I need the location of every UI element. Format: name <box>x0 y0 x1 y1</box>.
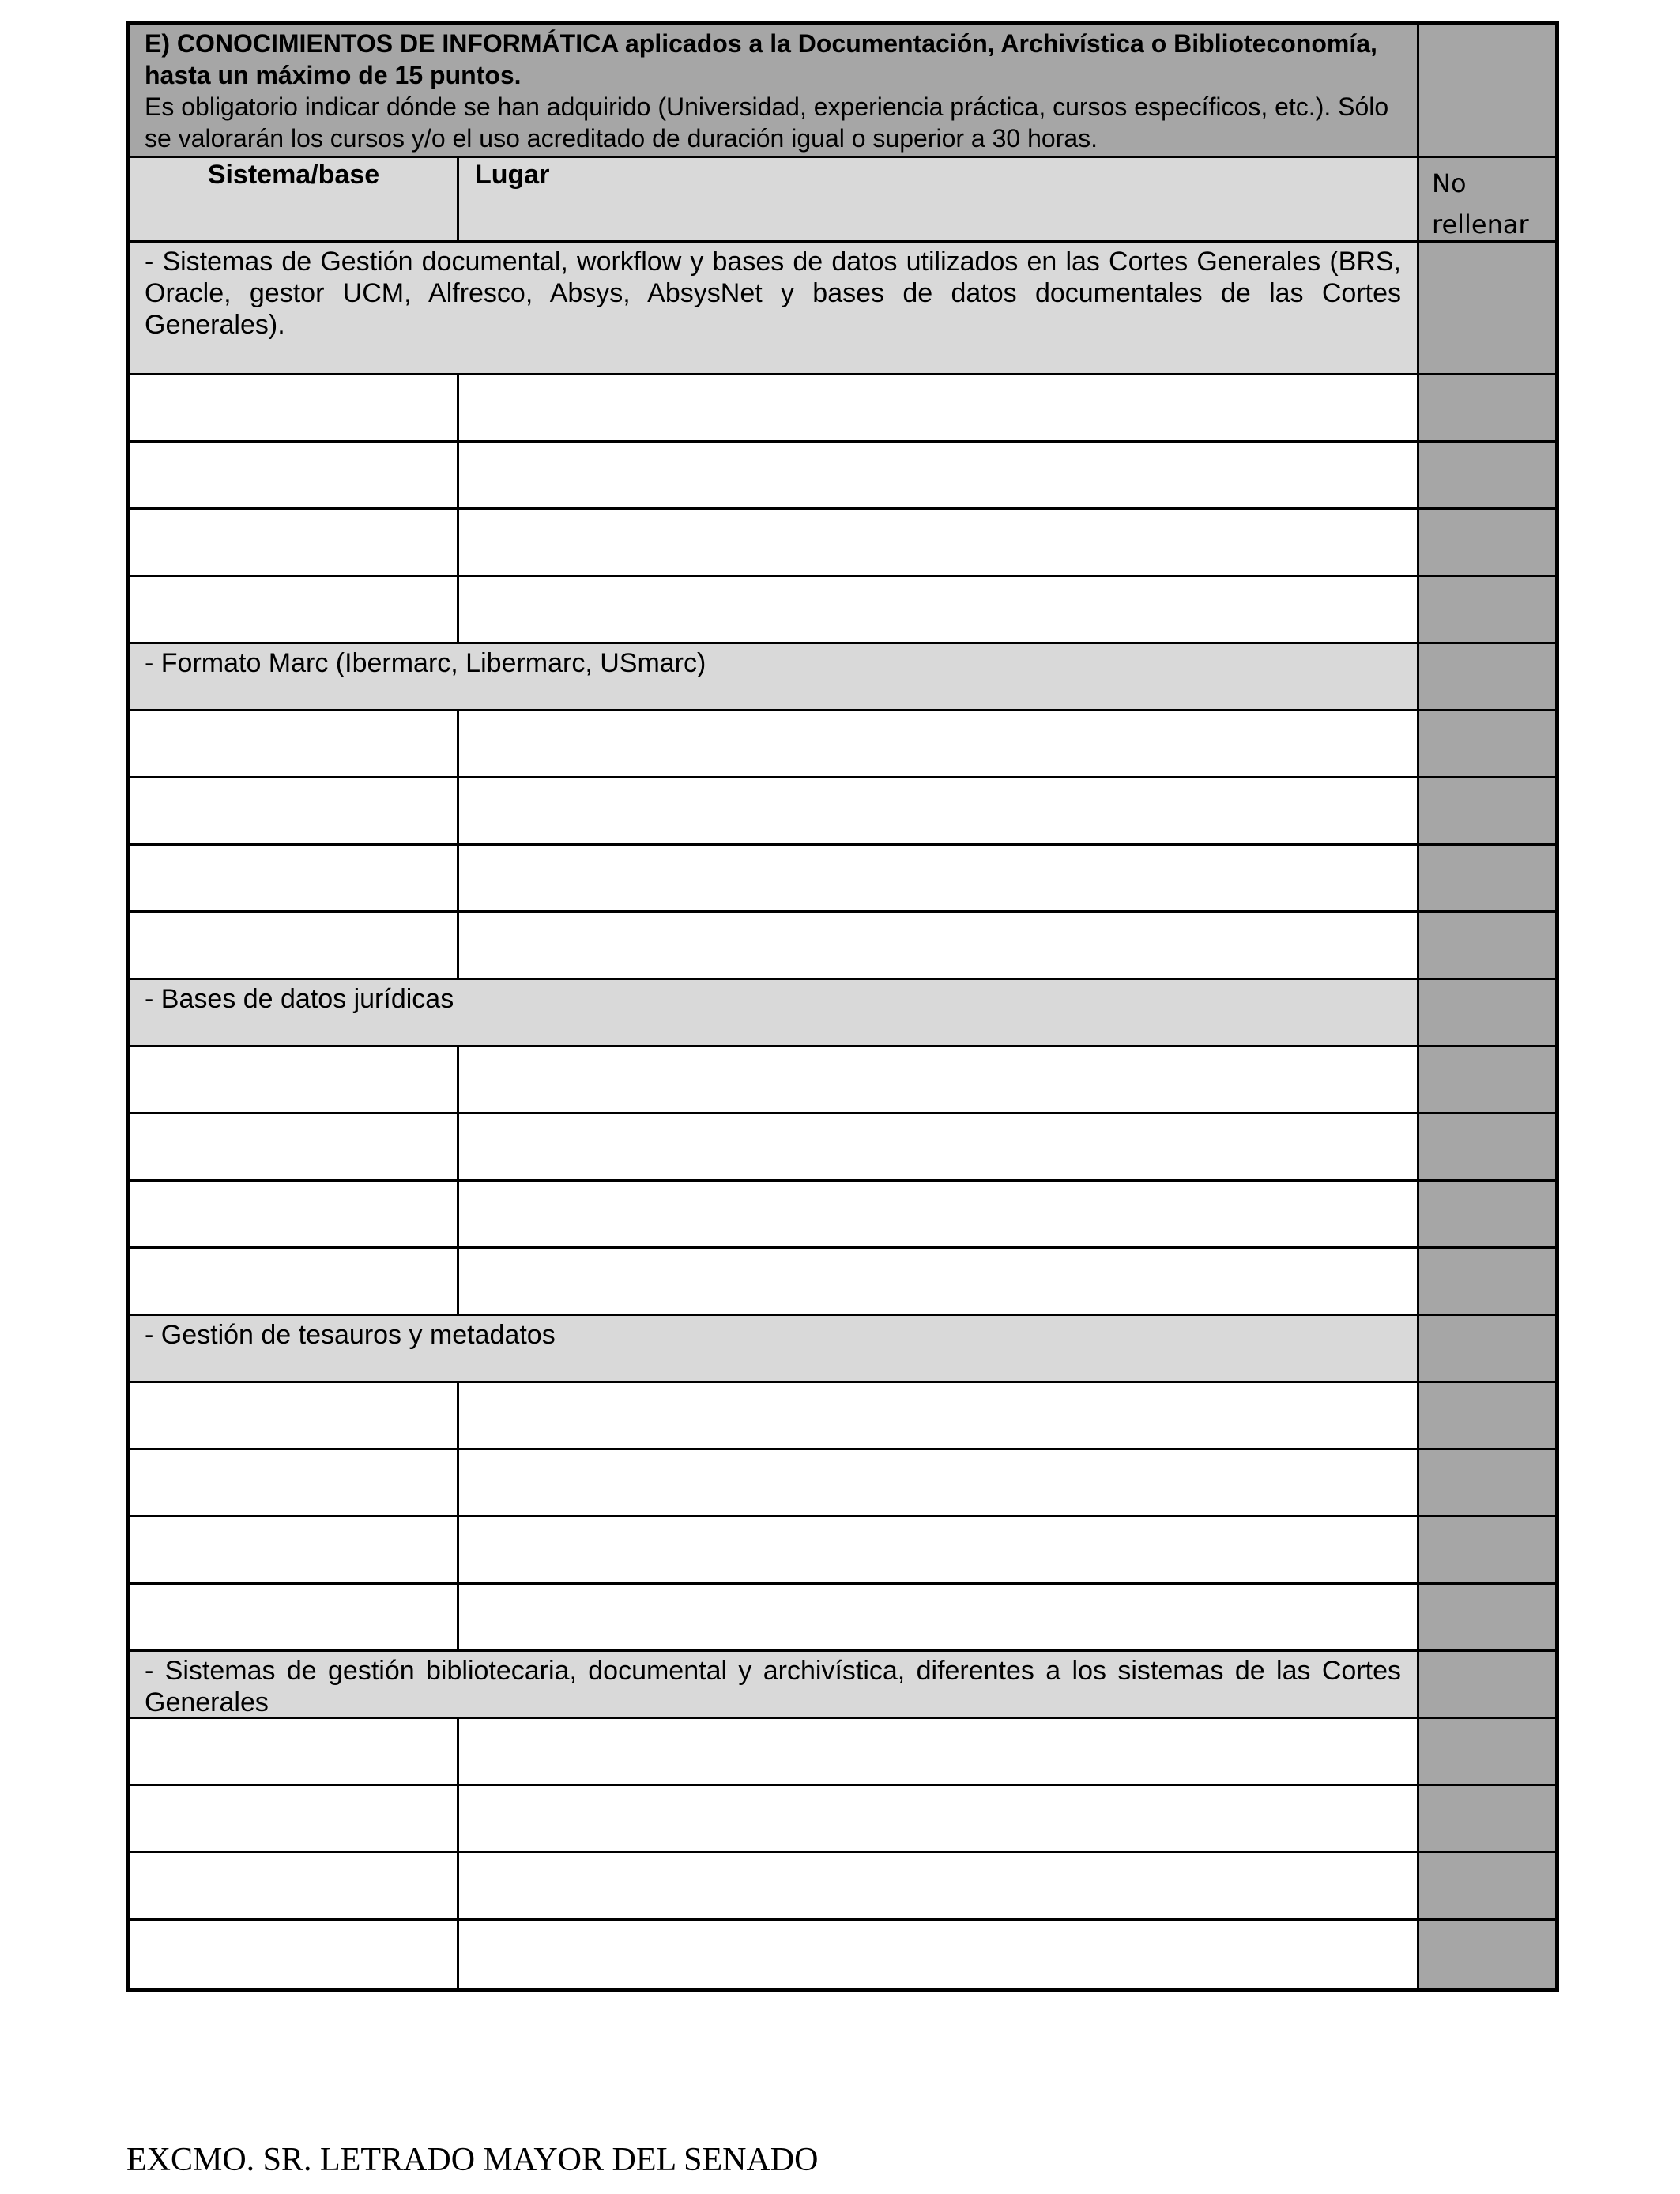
system-entry-field[interactable] <box>130 846 459 913</box>
no-fill-cell <box>1419 1786 1555 1853</box>
place-entry-field[interactable] <box>459 1719 1419 1786</box>
addressee-footer: EXCMO. SR. LETRADO MAYOR DEL SENADO <box>126 2142 819 2178</box>
column-header-place: Lugar <box>459 158 1419 243</box>
column-header-system: Sistema/base <box>130 158 459 243</box>
place-entry-field[interactable] <box>459 1249 1419 1316</box>
place-entry-field[interactable] <box>459 1182 1419 1249</box>
header-no-fill-cell <box>1419 25 1555 158</box>
no-fill-cell <box>1419 1853 1555 1921</box>
system-entry-field[interactable] <box>130 913 459 980</box>
no-fill-cell <box>1419 1719 1555 1786</box>
system-entry-field[interactable] <box>130 443 459 510</box>
place-entry-field[interactable] <box>459 711 1419 778</box>
system-entry-field[interactable] <box>130 1047 459 1114</box>
section-header <box>130 25 1419 158</box>
place-entry-field[interactable] <box>459 1853 1419 1921</box>
system-entry-field[interactable] <box>130 1249 459 1316</box>
system-entry-field[interactable] <box>130 1383 459 1450</box>
no-fill-cell <box>1419 375 1555 443</box>
no-fill-cell <box>1419 1517 1555 1585</box>
no-fill-cell <box>1419 1921 1555 1988</box>
system-entry-field[interactable] <box>130 375 459 443</box>
system-entry-field[interactable] <box>130 1786 459 1853</box>
no-fill-cell <box>1419 443 1555 510</box>
no-fill-cell <box>1419 577 1555 644</box>
no-fill-cell <box>1419 1585 1555 1652</box>
section-note: Es obligatorio indicar dónde se han adquirido (Universidad, experiencia práctica, cursos específicos, etc.). Sólo se valorarán los cursos y/o el uso acreditado de duración igual o superior a 30 horas. <box>145 92 1389 153</box>
category-heading: - Bases de datos jurídicas <box>130 980 1419 1047</box>
place-entry-field[interactable] <box>459 577 1419 644</box>
place-entry-field[interactable] <box>459 778 1419 846</box>
no-fill-cell <box>1419 1450 1555 1517</box>
place-entry-field[interactable] <box>459 1921 1419 1988</box>
no-fill-cell <box>1419 1047 1555 1114</box>
no-fill-cell <box>1419 1383 1555 1450</box>
no-fill-cell <box>1419 778 1555 846</box>
category-heading: - Sistemas de Gestión documental, workflow y bases de datos utilizados en las Cortes Generales (BRS, Oracle, gestor UCM, Alfresco, Absys, AbsysNet y bases de datos documentales de las Cortes Generales). <box>130 243 1419 375</box>
place-entry-field[interactable] <box>459 1517 1419 1585</box>
no-fill-cell <box>1419 913 1555 980</box>
no-fill-cell <box>1419 1652 1555 1719</box>
knowledge-form-table <box>126 21 1559 1992</box>
system-entry-field[interactable] <box>130 1853 459 1921</box>
system-entry-field[interactable] <box>130 711 459 778</box>
system-entry-field[interactable] <box>130 1182 459 1249</box>
system-entry-field[interactable] <box>130 1585 459 1652</box>
no-fill-cell <box>1419 1249 1555 1316</box>
place-entry-field[interactable] <box>459 1114 1419 1182</box>
place-entry-field[interactable] <box>459 1383 1419 1450</box>
column-header-no-fill: No rellenar <box>1419 158 1555 243</box>
system-entry-field[interactable] <box>130 1517 459 1585</box>
place-entry-field[interactable] <box>459 375 1419 443</box>
no-fill-cell <box>1419 1182 1555 1249</box>
place-entry-field[interactable] <box>459 1585 1419 1652</box>
system-entry-field[interactable] <box>130 778 459 846</box>
no-fill-cell <box>1419 711 1555 778</box>
section-title: E) CONOCIMIENTOS DE INFORMÁTICA aplicados a la Documentación, Archivística o Biblioteconomía, hasta un máximo de 15 puntos. <box>145 29 1377 89</box>
no-fill-cell <box>1419 510 1555 577</box>
no-fill-cell <box>1419 1316 1555 1383</box>
place-entry-field[interactable] <box>459 1047 1419 1114</box>
system-entry-field[interactable] <box>130 1719 459 1786</box>
no-fill-cell <box>1419 1114 1555 1182</box>
system-entry-field[interactable] <box>130 1114 459 1182</box>
place-entry-field[interactable] <box>459 913 1419 980</box>
no-fill-cell <box>1419 846 1555 913</box>
no-fill-cell <box>1419 243 1555 375</box>
place-entry-field[interactable] <box>459 443 1419 510</box>
category-heading: - Gestión de tesauros y metadatos <box>130 1316 1419 1383</box>
no-fill-cell <box>1419 980 1555 1047</box>
place-entry-field[interactable] <box>459 1450 1419 1517</box>
system-entry-field[interactable] <box>130 510 459 577</box>
system-entry-field[interactable] <box>130 1921 459 1988</box>
place-entry-field[interactable] <box>459 1786 1419 1853</box>
place-entry-field[interactable] <box>459 510 1419 577</box>
category-heading: - Formato Marc (Ibermarc, Libermarc, USmarc) <box>130 644 1419 711</box>
category-heading: - Sistemas de gestión bibliotecaria, documental y archivística, diferentes a los sistemas de las Cortes Generales <box>130 1652 1419 1719</box>
system-entry-field[interactable] <box>130 577 459 644</box>
place-entry-field[interactable] <box>459 846 1419 913</box>
system-entry-field[interactable] <box>130 1450 459 1517</box>
no-fill-cell <box>1419 644 1555 711</box>
